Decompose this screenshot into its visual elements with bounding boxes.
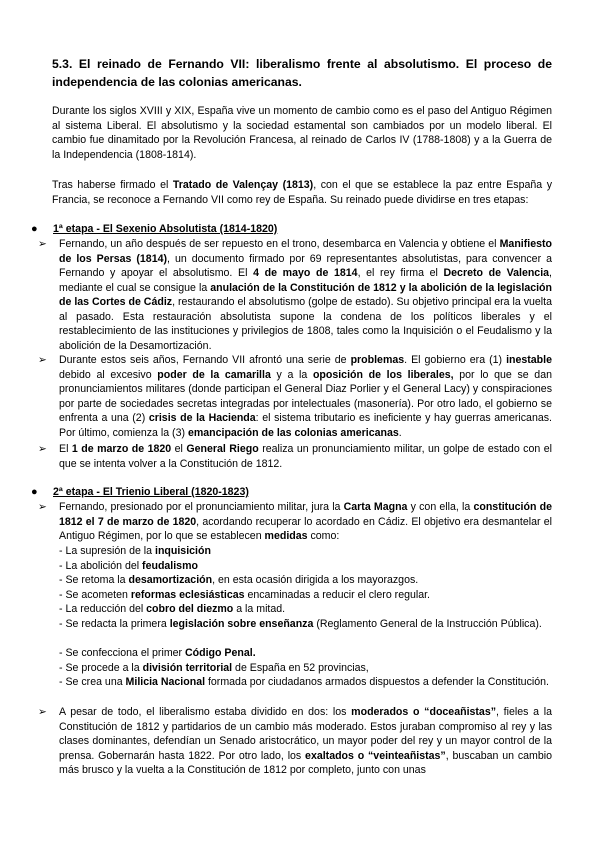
measure-item: - Se procede a la división territorial de España en 52 provincias, bbox=[59, 662, 369, 674]
bullet-icon: ● bbox=[31, 223, 38, 235]
arrow-bullet-icon: ➢ bbox=[38, 706, 47, 718]
list-item: ➢ Durante estos seis años, Fernando VII afrontó una serie de problemas. El gobierno era (1) inestable debido al excesivo poder de la camarilla y a la oposición de los liberales, por lo que se dan pronunciamientos militares (donde participan el General Diaz Porlier y el General Lacy) y conspiraciones por parte de sociedades secretas integradas por intelectuales (masonería). Por otro lado, el gobierno se enfrenta a una (2) crisis de la Hacienda: el sistema tributario es ineficiente y hay guerras americanas. Por último, comienza la (3) emancipación de las colonias americanas. bbox=[38, 354, 552, 439]
list-item: ➢ Fernando, presionado por el pronunciamiento militar, jura la Carta Magna y con ella, la constitución de 1812 el 7 de marzo de 1820, acordando recuperar lo acordado en Cádiz. El objetivo era desmantelar el Antiguo Régimen, por lo que se establecen medidas como: bbox=[38, 501, 553, 543]
intro-paragraph-2: Tras haberse firmado el Tratado de Valençay (1813), con el que se establece la paz entre España y Francia, se reconoce a Fernando VII como rey de España. Su reinado puede dividirse en tres etapas: bbox=[52, 179, 553, 206]
measure-item: - Se confecciona el primer Código Penal. bbox=[59, 647, 256, 659]
arrow-bullet-icon: ➢ bbox=[38, 238, 47, 250]
arrow-bullet-icon: ➢ bbox=[38, 354, 47, 366]
measure-item: - La abolición del feudalismo bbox=[59, 560, 198, 572]
bullet-icon: ● bbox=[31, 486, 38, 498]
stage-2-heading: ● 2ª etapa - El Trienio Liberal (1820-1823) bbox=[31, 486, 249, 498]
list-item: ➢ El 1 de marzo de 1820 el General Riego realiza un pronunciamiento militar, un golpe de estado con el que se intenta volver a la Constitución de 1812. bbox=[38, 443, 552, 470]
list-item: ➢ A pesar de todo, el liberalismo estaba dividido en dos: los moderados o “doceañistas”, fieles a la Constitución de 1812 y partidarios de un cambio más moderado. Estos juraban compromiso al rey y las clases dominantes, defendían un Senado aristocrático, un mayor poder del rey y un mayor control de la prensa. Gobernarán hasta 1822. Por otro lado, los exaltados o “veinteañistas”, buscaban un cambio más brusco y la vuelta a la Constitución de 1812 por completo, junto con unas bbox=[38, 706, 552, 777]
section-title: 5.3. El reinado de Fernando VII: liberalismo frente al absolutismo. El proceso de independencia de las colonias americanas. bbox=[52, 57, 552, 89]
measure-item: - La reducción del cobro del diezmo a la mitad. bbox=[59, 603, 286, 615]
measure-item: - Se redacta la primera legislación sobre enseñanza (Reglamento General de la Instrucción Pública). bbox=[59, 618, 542, 630]
stage-1-heading: ● 1ª etapa - El Sexenio Absolutista (1814-1820) bbox=[31, 223, 278, 235]
measure-item: - Se retoma la desamortización, en esta ocasión dirigida a los mayorazgos. bbox=[59, 574, 419, 586]
list-item: ➢ Fernando, un año después de ser repuesto en el trono, desembarca en Valencia y obtiene el Manifiesto de los Persas (1814), un documento firmado por 69 representantes absolutistas, para convencer a Fernando y apoyar el absolutismo. El 4 de mayo de 1814, el rey firma el Decreto de Valencia, mediante el cual se consigue la anulación de la Constitución de 1812 y la abolición de la legislación de las Cortes de Cádiz, restaurando el absolutismo (golpe de estado). Su objetivo principal era la vuelta al pasado. Esta restauración absolutista supone la condena de los políticos liberales y el restablecimiento de las instituciones y privilegios de 1808, tales como la Inquisición o el Feudalismo y la abolición de la Desamortización. bbox=[38, 238, 552, 352]
measure-item: - La supresión de la inquisición bbox=[59, 545, 211, 557]
measure-item: - Se crea una Milicia Nacional formada por ciudadanos armados dispuestos a defender la Constitución. bbox=[59, 676, 549, 688]
measure-item: - Se acometen reformas eclesiásticas encaminadas a reducir el clero regular. bbox=[59, 589, 431, 601]
arrow-bullet-icon: ➢ bbox=[38, 443, 47, 455]
intro-paragraph: Durante los siglos XVIII y XIX, España vive un momento de cambio como es el paso del Antiguo Régimen al sistema Liberal. El absolutismo y la sociedad estamental son cambiados por un modelo liberal. El cambio fue dinamitado por la Revolución Francesa, al reinado de Carlos IV (1788-1808) y a la Guerra de la Independencia (1808-1814). bbox=[52, 105, 552, 161]
arrow-bullet-icon: ➢ bbox=[38, 501, 47, 513]
